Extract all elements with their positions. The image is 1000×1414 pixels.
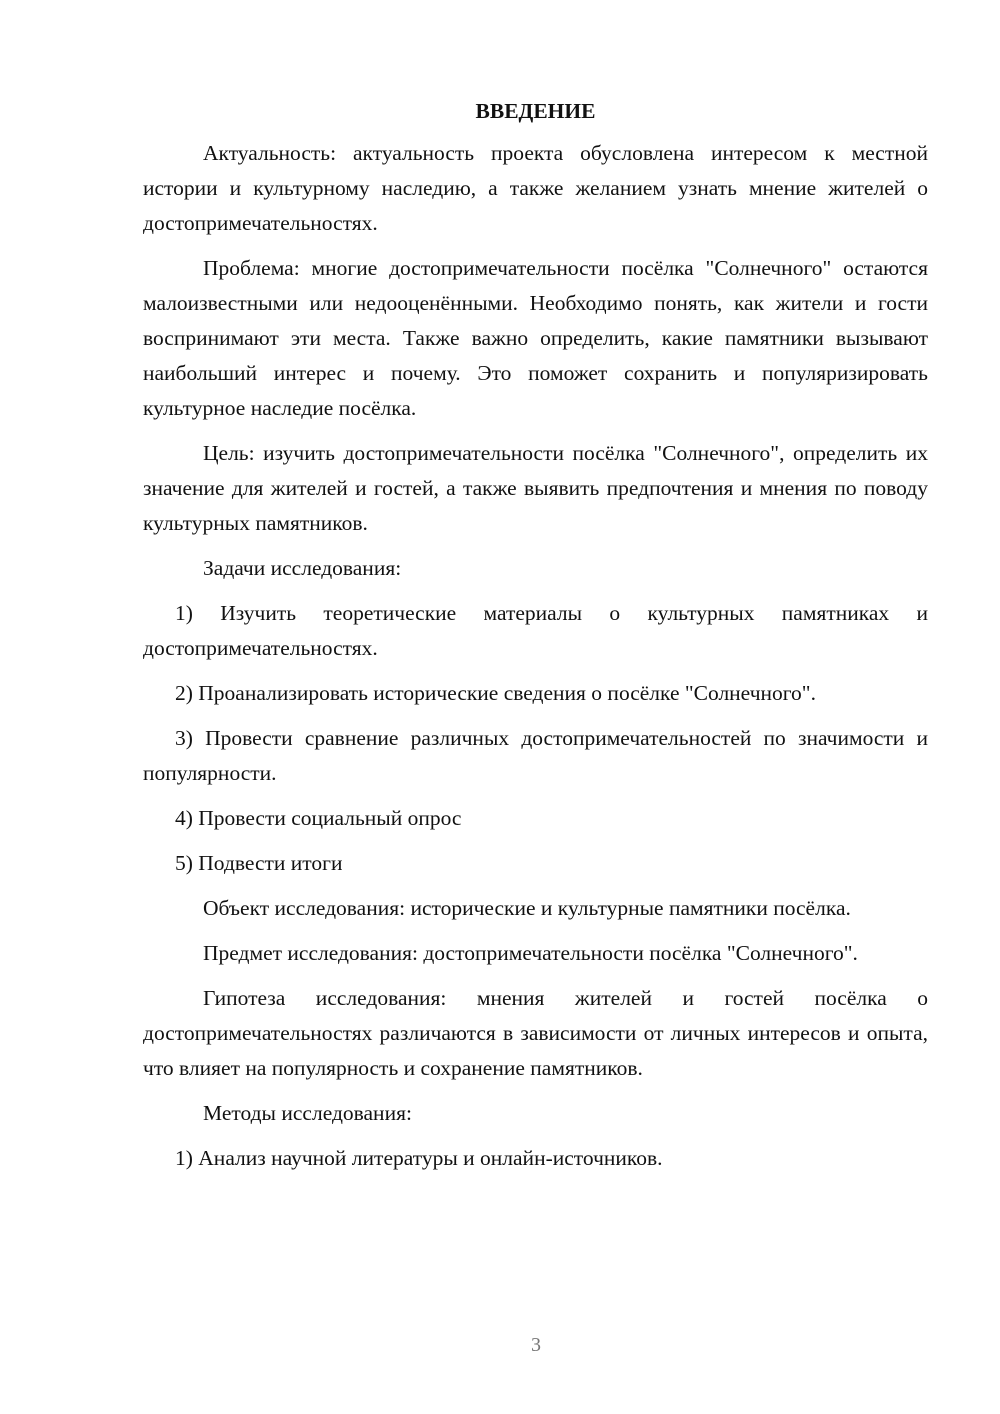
method-item-1: 1) Анализ научной литературы и онлайн-источников. <box>175 1146 663 1170</box>
paragraph-subject: Предмет исследования: достопримечательности посёлка "Солнечного". <box>203 941 858 965</box>
task-item-4: 4) Провести социальный опрос <box>175 806 462 830</box>
paragraph-relevance: Актуальность: актуальность проекта обусловлена интересом к местной истории и культурному наследию, а также желанием узнать мнение жителей о достопримечательностях. <box>143 141 928 235</box>
paragraph-methods-heading: Методы исследования: <box>203 1101 412 1125</box>
paragraph-hypothesis: Гипотеза исследования: мнения жителей и гостей посёлка о достопримечательностях различаются в зависимости от личных интересов и опыта, что влияет на популярность и сохранение памятников. <box>143 986 928 1080</box>
task-item-1: 1) Изучить теоретические материалы о культурных памятниках и достопримечательностях. <box>143 601 928 660</box>
paragraph-tasks-heading: Задачи исследования: <box>203 556 402 580</box>
section-title: ВВЕДЕНИЕ <box>475 99 596 123</box>
task-item-2: 2) Проанализировать исторические сведения о посёлке "Солнечного". <box>175 681 816 705</box>
paragraph-problem: Проблема: многие достопримечательности посёлка "Солнечного" остаются малоизвестными или недооценёнными. Необходимо понять, как жители и гости воспринимают эти места. Также важно определить, какие памятники вызывают наибольший интерес и почему. Это поможет сохранить и популяризировать культурное наследие посёлка. <box>143 256 928 420</box>
document-body <box>143 96 928 1186</box>
paragraph-object: Объект исследования: исторические и культурные памятники посёлка. <box>203 896 851 920</box>
task-item-5: 5) Подвести итоги <box>175 851 343 875</box>
page-number: 3 <box>531 1334 541 1356</box>
task-item-3: 3) Провести сравнение различных достопримечательностей по значимости и популярности. <box>143 726 928 785</box>
paragraph-goal: Цель: изучить достопримечательности посёлка "Солнечного", определить их значение для жителей и гостей, а также выявить предпочтения и мнения по поводу культурных памятников. <box>143 441 928 535</box>
